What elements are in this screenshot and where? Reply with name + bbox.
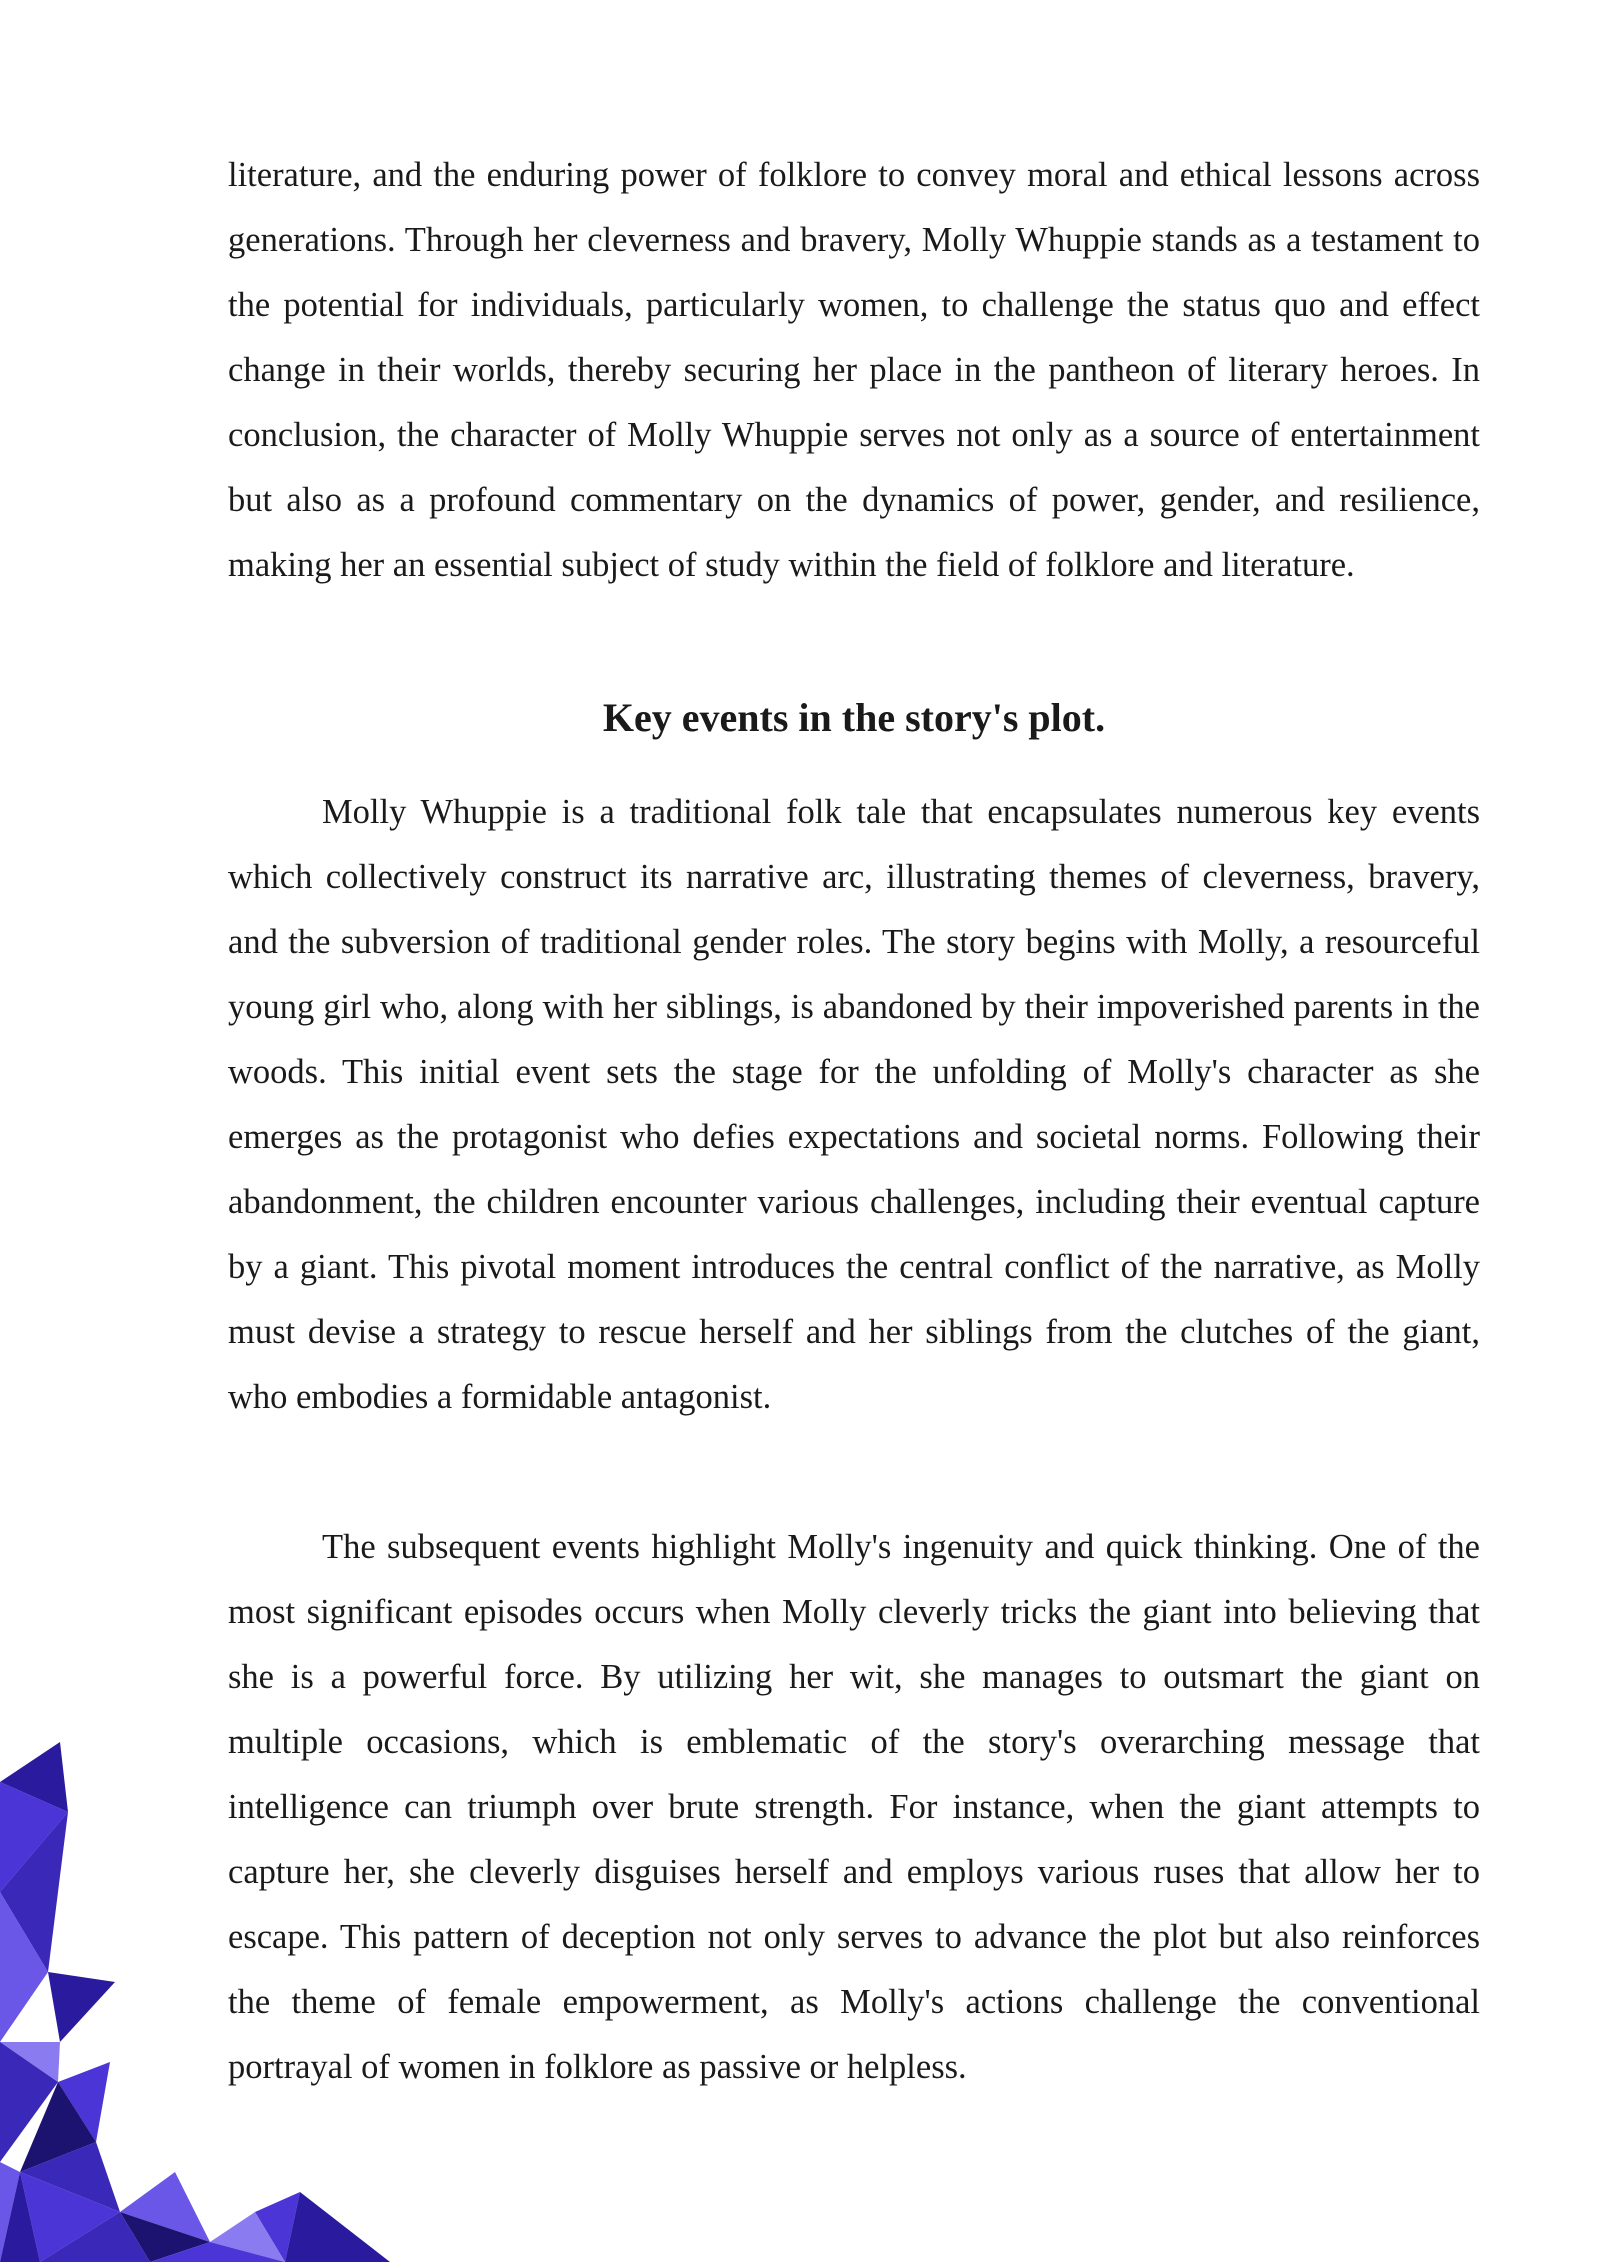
section-heading: Key events in the story's plot. xyxy=(602,695,1106,740)
decor-shard xyxy=(285,2192,390,2262)
body-paragraph: literature, and the enduring power of folklore to convey moral and ethical lessons across generations. Through her cleverness and bravery, Molly Whuppie stands as a testament to the potential for individuals, particularly women, to challenge the status quo and effect change in their worlds, thereby securing her place in the pantheon of literary heroes. In conclusion, the character of Molly Whuppie serves not only as a source of entertainment but also as a profound commentary on the dynamics of power, gender, and resilience, making her an essential subject of study within the field of folklore and literature. xyxy=(228,156,1480,584)
decor-shard xyxy=(48,1972,115,2042)
body-paragraph: The subsequent events highlight Molly's ingenuity and quick thinking. One of the most significant episodes occurs when Molly cleverly tricks the giant into believing that she is a powerful force. By utilizing her wit, she manages to outsmart the giant on multiple occasions, which is emblematic of the story's overarching message that intelligence can triumph over brute strength. For instance, when the giant attempts to capture her, she cleverly disguises herself and employs various ruses that allow her to escape. This pattern of deception not only serves to advance the plot but also reinforces the theme of female empowerment, as Molly's actions challenge the conventional portrayal of women in folklore as passive or helpless. xyxy=(228,1528,1480,2086)
polygon-corner-art xyxy=(0,1742,420,2262)
body-paragraph: Molly Whuppie is a traditional folk tale that encapsulates numerous key events which collectively construct its narrative arc, illustrating themes of cleverness, bravery, and the subversion of traditional gender roles. The story begins with Molly, a resourceful young girl who, along with her siblings, is abandoned by their impoverished parents in the woods. This initial event sets the stage for the unfolding of Molly's character as she emerges as the protagonist who defies expectations and societal norms. Following their abandonment, the children encounter various challenges, including their eventual capture by a giant. This pivotal moment introduces the central conflict of the narrative, as Molly must devise a strategy to rescue herself and her siblings from the clutches of the giant, who embodies a formidable antagonist. xyxy=(228,793,1480,1416)
